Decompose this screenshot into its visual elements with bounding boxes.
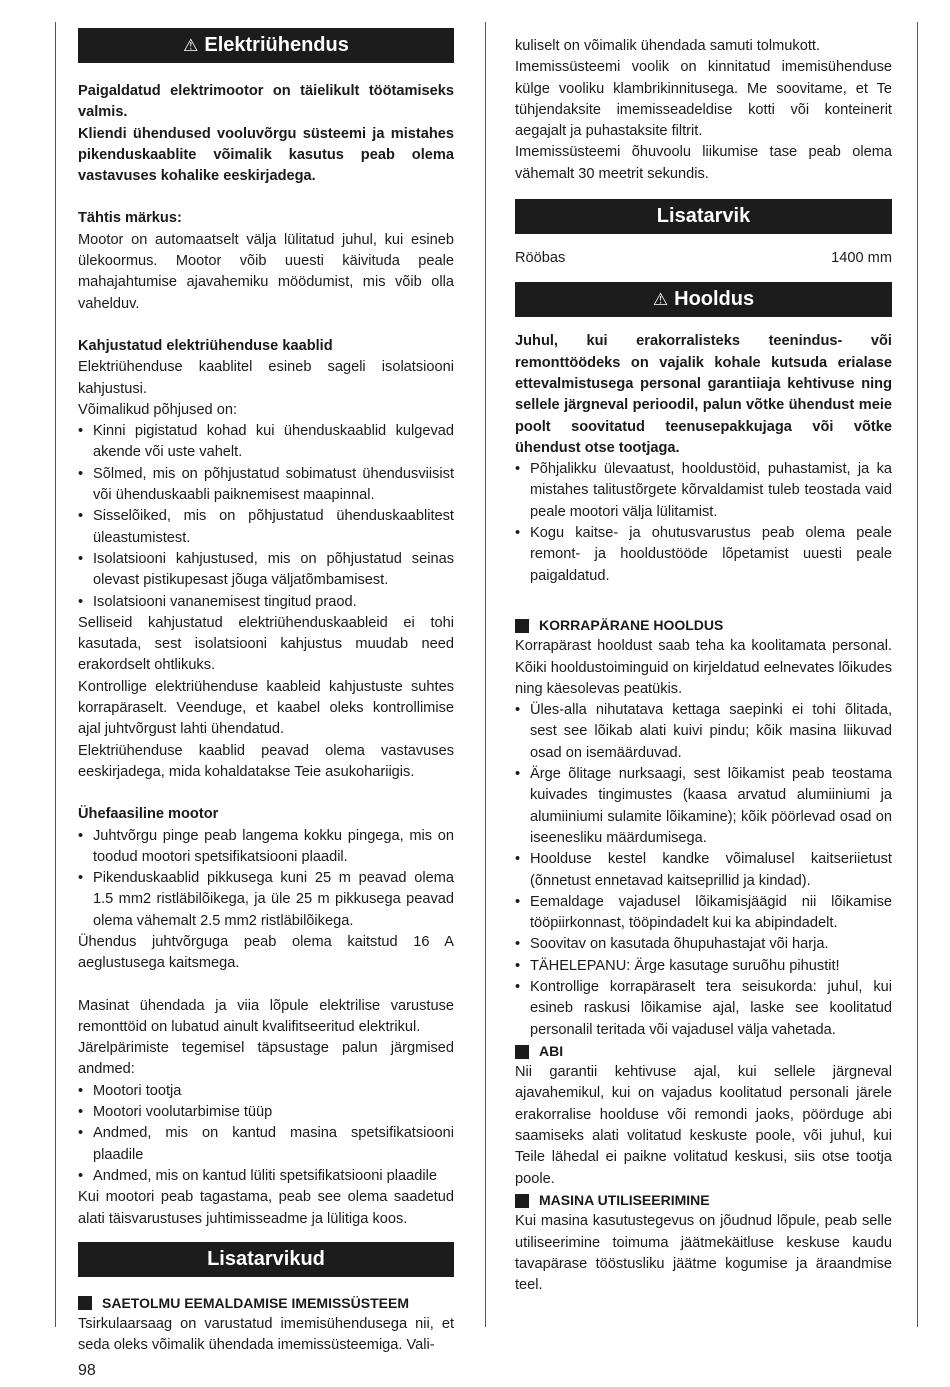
list-item: • Põhjalikku ülevaatust, hooldustöid, puhastamist, ja ka mistahes talitustõrgete kõrvaldamist tuleb teostada vaid peale mootori välja lülitamist.: [515, 459, 892, 523]
paragraph: Imemissüsteemi voolik on kinnitatud imemisühenduse külge vooliku klambrikinnitusega. Me soovitame, et Te tühjendaksite imemisseadeldise kotti või konteinerit aegajalt ja puhastaksite filtrit.: [515, 59, 892, 140]
banner-title: Lisatarvik: [656, 205, 751, 228]
accessory-value: 1400 mm: [831, 250, 892, 267]
bullet-list: [78, 421, 454, 613]
list-item: • Kogu kaitse- ja ohutusvarustus peab olema peale remont- ja hooldustööde lõpetamist uuesti peale paigaldatud.: [515, 523, 892, 587]
warning-triangle-icon: ⚠: [183, 36, 199, 55]
section-heading: Ühefaasiline mootor: [78, 806, 219, 823]
list-item: • Mootori voolutarbimise tüüp: [78, 1102, 454, 1123]
list-item: • TÄHELEPANU: Ärge kasutage suruõhu pihustit!: [515, 956, 892, 977]
paragraph: Nii garantii kehtivuse ajal, kui sellele järgneval ajavahemikul, kui on vajadus koolitatud personali järele erakorralise hoolduse või remondi jaoks, pöörduge abi saamiseks alati volitatud keskuste poole, või juhul, kui Teile lähedal ei paikne volitatud keskusi, siis otse tootja poole.: [515, 1064, 892, 1187]
hooldus-banner: [515, 282, 892, 317]
black-square-icon: [515, 1194, 529, 1208]
banner-title: Hooldus: [674, 288, 755, 311]
subsection-heading: [515, 615, 892, 636]
accessory-row: [515, 248, 892, 269]
paragraph: Imemissüsteemi õhuvoolu liikumise tase peab olema vähemalt 30 meetrit sekundis.: [515, 144, 892, 182]
paragraph: Elektriühenduse kaablid peavad olema vastavuses eeskirjadega, mida kohaldatakse Teie asukohariigis.: [78, 742, 454, 780]
lisatarvikud-banner: [78, 1242, 454, 1277]
section-heading: Tähtis märkus:: [78, 210, 182, 227]
paragraph: Kui masina kasutustegevus on jõudnud lõpule, peab selle utiliseerimine toimuma jäätmekäitluse keskuse kaudu tavapärase tööstusliku jäätme kogumise ja äraandmise teel.: [515, 1213, 892, 1294]
bullet-list: [78, 1081, 454, 1187]
column-rule-middle: [485, 22, 486, 1327]
banner-title: Elektriühendus: [204, 34, 349, 56]
accessory-name: Rööbas: [515, 250, 566, 267]
subsection-title: MASINA UTILISEERIMINE: [539, 1191, 710, 1208]
list-item: • Mootori tootja: [78, 1081, 454, 1102]
paragraph: Kui mootori peab tagastama, peab see olema saadetud alati täisvarustuses juhtimisseadme ja lülitiga koos.: [78, 1189, 454, 1227]
black-square-icon: [78, 1296, 92, 1310]
list-item: • Andmed, mis on kantud lüliti spetsifikatsiooni plaadile: [78, 1166, 454, 1187]
bullet-list: [78, 826, 454, 932]
subsection-heading: [515, 1190, 892, 1211]
list-item: • Ärge õlitage nurksaagi, sest lõikamist peab teostama kuivades tingimustes (kaasa arvatud alumiiniumi ja alumiiniumi sulamite lõikamine); kõik pöörlevad osad on iseenesliku määrdumisega.: [515, 764, 892, 849]
subsection-title: KORRAPÄRANE HOOLDUS: [539, 616, 724, 633]
list-item: • Kontrollige korrapäraselt tera seisukorda: juhul, kui esineb raskusi lõikamise ajal, laske see koolitatud personalil teritada või vajadusel välja vahetada.: [515, 977, 892, 1041]
list-item: • Kinni pigistatud kohad kui ühenduskaablid kulgevad akende või uste vahelt.: [78, 421, 454, 464]
subsection-heading: [78, 1293, 454, 1314]
elektriuhendus-banner: [78, 28, 454, 63]
banner-title: Lisatarvikud: [207, 1247, 325, 1270]
paragraph: Korrapärast hooldust saab teha ka koolitamata personal. Kõiki hooldustoiminguid on kirjeldatud eelnevates lõikudes ning käesolevas peatükis.: [515, 638, 892, 697]
bullet-list: [515, 459, 892, 587]
warning-triangle-icon: ⚠: [652, 290, 669, 310]
black-square-icon: [515, 619, 529, 633]
list-item: • Isolatsiooni vananemisest tingitud praod.: [78, 592, 454, 613]
paragraph: Mootor on automaatselt välja lülitatud juhul, kui esineb ülekoormus. Mootor võib uuesti käivituda peale mahajahtumise ajavahemiku möödumist, mis võib olla vahelduv.: [78, 231, 454, 312]
paragraph: Elektriühenduse kaablitel esineb sageli isolatsiooni kahjustusi.: [78, 359, 454, 397]
subsection-title: ABI: [539, 1042, 564, 1059]
list-item: • Isolatsiooni kahjustused, mis on põhjustatud seinas olevast pistikupesast jõuga väljatõmbamisest.: [78, 549, 454, 592]
list-item: • Eemaldage vajadusel lõikamisjäägid nii lõikamise tööpiirkonnast, tööpindadelt kui ka abipindadelt.: [515, 892, 892, 935]
list-item: • Sisselõiked, mis on põhjustatud ühenduskaablitest üleastumistest.: [78, 506, 454, 549]
paragraph: Selliseid kahjustatud elektriühenduskaableid ei tohi kasutada, sest isolatsiooni kahjustus muudab need erakordselt ohtlikuks.: [78, 614, 454, 674]
column-rule-left: [55, 22, 56, 1327]
column-rule-right: [917, 22, 918, 1327]
section-heading: Kahjustatud elektriühenduse kaablid: [78, 337, 333, 354]
subsection-heading: [515, 1041, 892, 1062]
paragraph: kuliselt on võimalik ühendada samuti tolmukott.: [515, 38, 821, 54]
list-item: • Üles-alla nihutatava kettaga saepinki ei tohi õlitada, sest see lõikab alati kuivi pindu; kõik masina liikuvad osad on isemäärduvad.: [515, 700, 892, 764]
lisatarvik-banner: [515, 199, 892, 234]
paragraph: Võimalikud põhjused on:: [78, 401, 238, 418]
list-item: • Hoolduse kestel kandke võimalusel kaitseriietust (õnnetust ennetavad kaitseprillid ja kindad).: [515, 849, 892, 892]
list-item: • Soovitav on kasutada õhupuhastajat või harja.: [515, 934, 892, 955]
intro-text: Kliendi ühendused vooluvõrgu süsteemi ja mistahes pikenduskaablite võimalik kasutus peab olema vastavuses kohalike eeskirjadega.: [78, 125, 454, 185]
list-item: • Andmed, mis on kantud masina spetsifikatsiooni plaadile: [78, 1123, 454, 1166]
list-item: • Pikenduskaablid pikkusega kuni 25 m peavad olema 1.5 mm2 ristläbilõikega, ja üle 25 m pikkusega peavad olema vähemalt 2.5 mm2 ristläbilõikega.: [78, 868, 454, 932]
paragraph: Kontrollige elektriühenduse kaableid kahjustuste suhtes korrapäraselt. Veenduge, et kaabel oleks kontrollimise ajal juhtvõrgust lahti ühendatud.: [78, 678, 454, 738]
paragraph: Järelpärimiste tegemisel täpsustage palun järgmised andmed:: [78, 1040, 454, 1078]
paragraph: Masinat ühendada ja viia lõpule elektrilise varustuse remonttöid on lubatud ainult kvalifitseeritud elektrikul.: [78, 997, 454, 1035]
right-column: [515, 36, 892, 1296]
paragraph: Ühendus juhtvõrguga peab olema kaitstud 16 A aeglustusega kaitsmega.: [78, 933, 454, 972]
list-item: • Sõlmed, mis on põhjustatud sobimatust ühendusviisist või ühenduskaabli paiknemisest maapinnal.: [78, 464, 454, 507]
paragraph: Tsirkulaarsaag on varustatud imemisühendusega nii, et seda oleks võimalik ühendada imemissüsteemiga. Vali-: [78, 1316, 454, 1354]
subsection-title: SAETOLMU EEMALDAMISE IMEMISSÜSTEEM: [102, 1294, 409, 1311]
list-item: • Juhtvõrgu pinge peab langema kokku pingega, mis on toodud mootori spetsifikatsiooni plaadil.: [78, 826, 454, 869]
left-column: [78, 28, 454, 1357]
intro-text: Paigaldatud elektrimootor on täielikult töötamiseks valmis.: [78, 83, 454, 121]
intro-text: Juhul, kui erakorralisteks teenindus- või remonttöödeks on vajalik kohale kutsuda erialase ettevalmistusega personal garantiiaja kehtivuse ning sellele järgneval perioodil, palun võtke ühendust meie poolt soovitatud teenusepakkujaga või võtke ühendust otse tootjaga.: [515, 333, 892, 456]
page-number: 98: [78, 1362, 96, 1379]
bullet-list: [515, 700, 892, 1041]
black-square-icon: [515, 1045, 529, 1059]
